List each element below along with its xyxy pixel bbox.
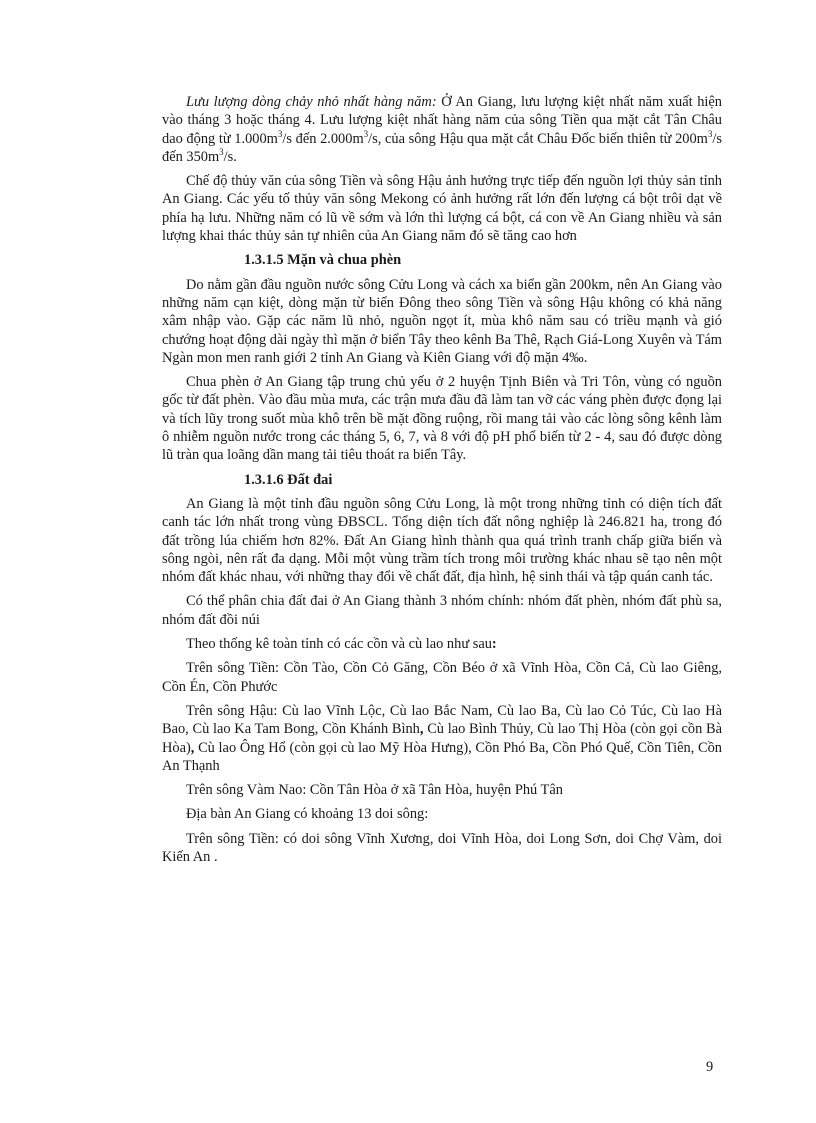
paragraph-land: An Giang là một tỉnh đầu nguồn sông Cửu Long, là một trong những tỉnh có diện tích đất canh tác lớn nhất trong vùng ĐBSCL. Tổng diện tích đất nông nghiệp là 246.821 ha, trong đó đất trồng lúa chiếm hơn 82%. Đất An Giang hình thành qua quá trình tranh chấp giữa biển và sông ngòi, nên rất đa dạng. Mỗi một vùng trầm tích trong môi trường khác nhau sẽ tạo nên một nhóm đất khác nhau, với những thay đổi về chất đất, địa hình, hệ sinh thái và tập quán canh tác.: [162, 495, 722, 586]
paragraph-acid-sulfate: Chua phèn ở An Giang tập trung chủ yếu ở 2 huyện Tịnh Biên và Tri Tôn, vùng có nguồn gốc từ đất phèn. Vào đầu mùa mưa, các trận mưa đầu đã làm tan vỡ các váng phèn được đọng lại và tích lũy trong suốt mùa khô trên bề mặt đồng ruộng, rồi mang tải vào các lòng sông kênh làm ô nhiễm nguồn nước trong các tháng 5, 6, 7, và 8 với độ pH phổ biến từ 2 - 4, sau đó được dòng lũ tràn qua loãng dần mang tải tiêu thoát ra biển Tây.: [162, 374, 722, 464]
paragraph-islet-stats: Theo thống kê toàn tỉnh có các cồn và cù lao như sau:: [186, 636, 497, 653]
minimum-flow-lead: Lưu lượng dòng chảy nhỏ nhất hàng năm:: [186, 94, 437, 110]
document-page: [162, 93, 722, 872]
paragraph-river-spits: Địa bàn An Giang có khoảng 13 doi sông:: [186, 806, 429, 823]
paragraph-hydrology: Chế độ thủy văn của sông Tiền và sông Hậu ảnh hưởng trực tiếp đến nguồn lợi thủy sản tỉnh An Giang. Các yếu tố thủy văn sông Mekong có ảnh hưởng rất lớn đến lượng cá bột trôi dạt về phía hạ lưu. Những năm có lũ về sớm và lớn thì lượng cá bột, cá con về An Giang nhiều và sản lượng khai thác thủy sản tự nhiên của An Giang năm đó sẽ tăng cao hơn: [162, 173, 722, 245]
paragraph-salinity: Do nằm gần đầu nguồn nước sông Cửu Long và cách xa biển gần 200km, nên An Giang vào những năm cạn kiệt, dòng mặn từ biển Đông theo sông Tiền và sông Hậu không có khả năng xâm nhập vào. Gặp các năm lũ nhỏ, nguồn ngọt ít, mùa khô năm sau có triều mạnh và gió chướng hoạt động dài ngày thì mặn ở biển Tây theo kênh Ba Thê, Rạch Giá-Long Xuyên và Tám Ngàn mon men ranh giới 2 tỉnh An Giang và Kiên Giang với độ mặn 4‰.: [162, 276, 722, 366]
page-number: 9: [706, 1059, 714, 1075]
paragraph-tien-river-islets: Trên sông Tiền: Cồn Tào, Cồn Cỏ Găng, Cồn Béo ở xã Vĩnh Hòa, Cồn Cả, Cù lao Giêng, Cồn Én, Cồn Phước: [162, 660, 722, 695]
heading-salinity-acidity: 1.3.1.5 Mặn và chua phèn: [244, 252, 402, 269]
paragraph-vam-nao-islets: Trên sông Vàm Nao: Cồn Tân Hòa ở xã Tân Hòa, huyện Phú Tân: [186, 782, 563, 799]
heading-land: 1.3.1.6 Đất đai: [244, 471, 333, 488]
paragraph-minimum-flow: Lưu lượng dòng chảy nhỏ nhất hàng năm: Ở An Giang, lưu lượng kiệt nhất năm xuất hiện vào tháng 3 hoặc tháng 4. Lưu lượng kiệt nhất hàng năm của sông Tiền qua mặt cắt Tân Châu dao động từ $1.000m^3/s$ đến $2.000m^3/s$, của sông Hậu qua mặt cắt Châu Đốc biến thiên từ $200m^3/s$ đến $350m^3/s$.: [162, 94, 722, 165]
paragraph-soil-groups: Có thể phân chia đất đai ở An Giang thành 3 nhóm chính: nhóm đất phèn, nhóm đất phù sa, nhóm đất đồi núi: [162, 593, 722, 628]
paragraph-hau-river-islets: Trên sông Hậu: Cù lao Vĩnh Lộc, Cù lao Bắc Nam, Cù lao Ba, Cù lao Cỏ Túc, Cù lao Hà Bao, Cù lao Ka Tam Bong, Cồn Khánh Bình, Cù lao Bình Thủy, Cù lao Thị Hòa (còn gọi cồn Bà Hòa), Cù lao Ông Hổ (còn gọi cù lao Mỹ Hòa Hưng), Cồn Phó Ba, Cồn Phó Quế, Cồn Tiên, Cồn An Thạnh: [162, 702, 722, 774]
paragraph-tien-river-spits: Trên sông Tiền: có doi sông Vĩnh Xương, doi Vĩnh Hòa, doi Long Sơn, doi Chợ Vàm, doi Kiến An .: [162, 830, 722, 865]
